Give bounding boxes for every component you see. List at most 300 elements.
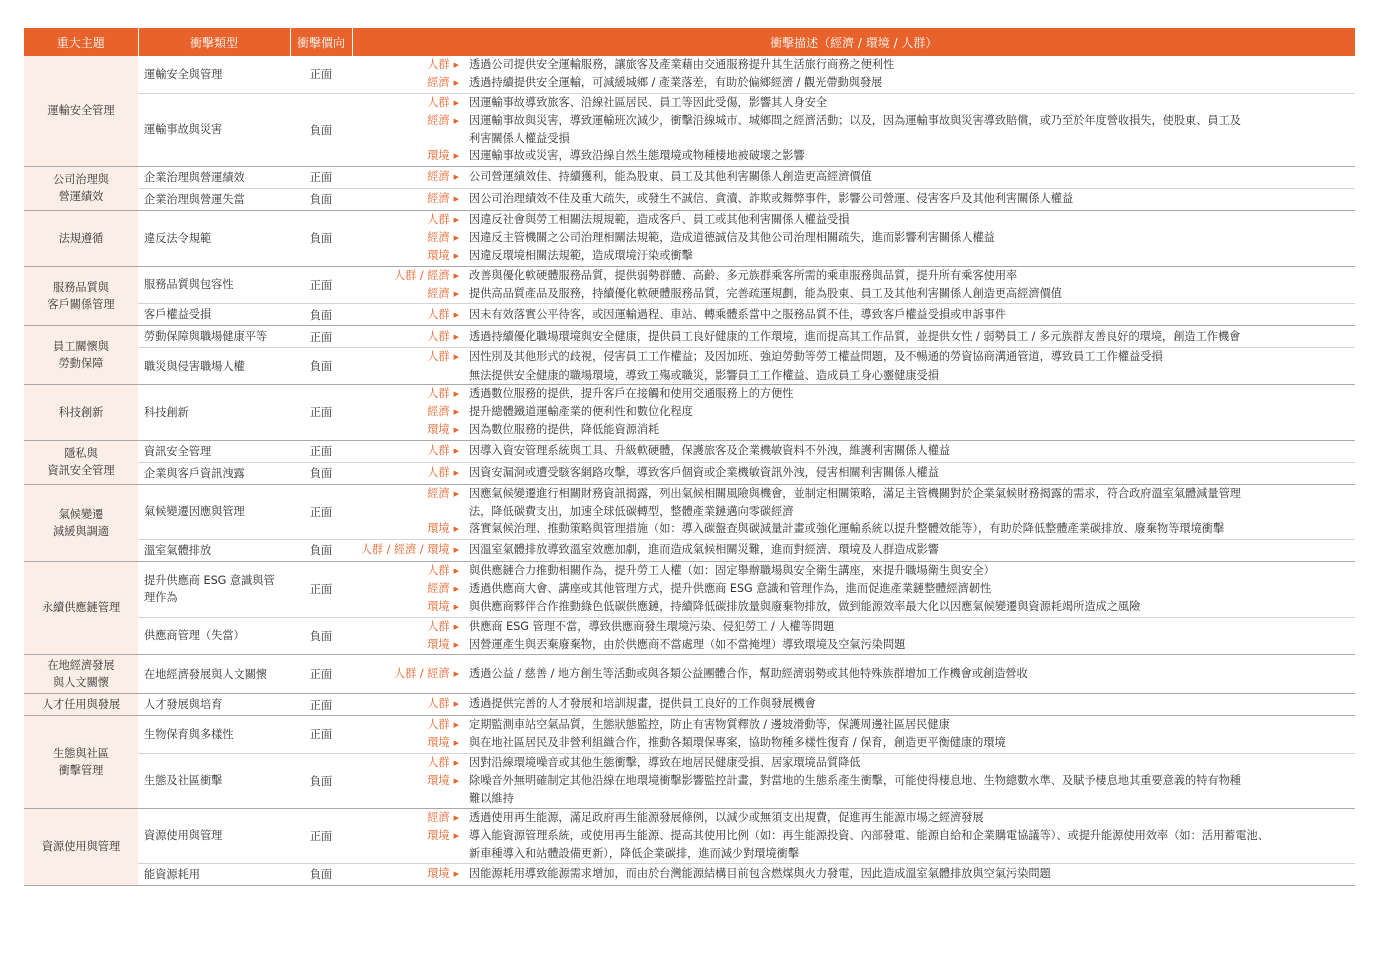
triangle-right-icon: ▶ bbox=[453, 271, 459, 280]
stakeholder-tag bbox=[352, 754, 469, 772]
stakeholder-tag bbox=[352, 827, 469, 845]
description-line bbox=[352, 94, 1355, 112]
header-description: 衝擊描述（經濟 / 環境 / 人群） bbox=[352, 28, 1355, 56]
table-row bbox=[24, 462, 1355, 484]
description-text: 因違反主管機關之公司治理相關法規範，造成道德誠信及其他公司治理相關疏失，進而影響利害關係人權益 bbox=[469, 231, 995, 245]
table-row bbox=[24, 384, 1355, 440]
impact-type-text: 理作為 bbox=[144, 591, 178, 605]
impact-type-text: 能資源耗用 bbox=[144, 867, 200, 881]
topic-cell bbox=[24, 716, 138, 808]
description-text: 因營運產生與丟棄廢棄物，由於供應商不當處理（如不當掩埋）導致環境及空氣污染問題 bbox=[469, 637, 906, 651]
table-row bbox=[24, 655, 1355, 694]
stakeholder-label: 環境 bbox=[427, 866, 450, 880]
description-line bbox=[352, 190, 1355, 208]
impact-direction: 正面 bbox=[290, 808, 352, 863]
description-line bbox=[352, 772, 1355, 790]
description-text: 公司營運績效佳、持續獲利，能為股東、員工及其他利害關係人創造更高經濟價值 bbox=[469, 170, 872, 184]
impact-type-text: 勞動保障與職場健康平等 bbox=[144, 330, 268, 344]
triangle-right-icon: ▶ bbox=[453, 195, 459, 204]
table-row bbox=[24, 484, 1355, 539]
topic-text: 公司治理與 bbox=[53, 173, 109, 187]
impact-direction: 負面 bbox=[290, 304, 352, 326]
triangle-right-icon: ▶ bbox=[453, 669, 459, 678]
impact-type-text: 運輸事故與災害 bbox=[144, 123, 223, 137]
description-text: 因公司治理績效不佳及重大疏失，或發生不誠信、貪瀆、詐欺或舞弊事件，影響公司營運、侵害客戶及其他利害關係人權益 bbox=[469, 192, 1074, 206]
topic-text: 人才任用與發展 bbox=[41, 698, 121, 712]
description-line bbox=[352, 618, 1355, 636]
impact-table-container bbox=[24, 28, 1355, 886]
table-row bbox=[24, 561, 1355, 617]
stakeholder-tag bbox=[352, 74, 469, 92]
topic-text: 氣候變遷 bbox=[58, 507, 104, 521]
impact-type-text: 企業治理與營運失當 bbox=[144, 192, 245, 206]
description-line bbox=[352, 827, 1355, 845]
table-row bbox=[24, 166, 1355, 188]
triangle-right-icon: ▶ bbox=[453, 447, 459, 456]
impact-type-cell bbox=[138, 266, 290, 304]
description-text: 落實氣候治理、推動策略與管理措施（如：導入碳盤查與碳減量計畫或強化運輸系統以提升整體效能等），有助於降低整體產業碳排放、廢棄物等環境衝擊 bbox=[469, 522, 1225, 536]
description-line bbox=[352, 598, 1355, 616]
impact-direction: 負面 bbox=[290, 348, 352, 385]
triangle-right-icon: ▶ bbox=[453, 61, 459, 69]
stakeholder-label: 環境 bbox=[427, 736, 450, 750]
impact-description-cell bbox=[352, 539, 1355, 561]
impact-direction: 負面 bbox=[290, 863, 352, 885]
impact-direction: 負面 bbox=[290, 93, 352, 166]
description-text: 因資安漏洞或遭受駭客網路攻擊，導致客戶個資或企業機敏資訊外洩，侵害相關利害關係人權益 bbox=[469, 466, 939, 480]
description-line bbox=[352, 421, 1355, 439]
stakeholder-tag bbox=[352, 503, 469, 520]
triangle-right-icon: ▶ bbox=[453, 831, 459, 840]
description-text: 因未有效落實公平待客，或因運輸過程、車站、轉乘體系當中之服務品質不佳，導致客戶權益受損或申訴事件 bbox=[469, 307, 1007, 321]
impact-type-text: 資源使用與管理 bbox=[144, 829, 223, 843]
table-row bbox=[24, 56, 1355, 93]
impact-direction: 負面 bbox=[290, 210, 352, 266]
description-line bbox=[352, 636, 1355, 654]
triangle-right-icon: ▶ bbox=[453, 289, 459, 298]
description-text: 透過持續提供安全運輸，可減緩城鄉 / 產業落差，有助於偏鄉經濟 / 觀光帶動與發展 bbox=[469, 76, 883, 90]
stakeholder-tag bbox=[352, 403, 469, 421]
impact-direction: 負面 bbox=[290, 753, 352, 808]
description-text: 無法提供安全健康的職場環境，導致工殤或職災，影響員工工作權益、造成員工身心靈健康受損 bbox=[469, 368, 939, 382]
stakeholder-tag bbox=[352, 665, 469, 683]
stakeholder-tag bbox=[352, 385, 469, 403]
impact-description-cell bbox=[352, 808, 1355, 863]
topic-text: 減緩與調適 bbox=[53, 524, 109, 538]
description-text: 因運輸事故或災害，導致沿線自然生態環境或物種棲地被破壞之影響 bbox=[469, 149, 805, 163]
table-row bbox=[24, 808, 1355, 863]
impact-description-cell bbox=[352, 561, 1355, 617]
impact-description-cell bbox=[352, 326, 1355, 348]
stakeholder-label: 人群 bbox=[427, 350, 450, 364]
impact-type-cell bbox=[138, 188, 290, 210]
topic-cell bbox=[24, 56, 138, 166]
impact-type-cell bbox=[138, 384, 290, 440]
stakeholder-tag bbox=[352, 772, 469, 790]
impact-type-text: 企業治理與營運績效 bbox=[144, 170, 245, 184]
description-line bbox=[352, 247, 1355, 265]
stakeholder-label: 環境 bbox=[427, 249, 450, 263]
topic-text: 服務品質與 bbox=[53, 280, 109, 294]
description-line bbox=[352, 112, 1355, 130]
description-line bbox=[352, 695, 1355, 713]
impact-description-cell bbox=[352, 210, 1355, 266]
impact-type-cell bbox=[138, 56, 290, 93]
stakeholder-label: 人群 bbox=[427, 697, 450, 711]
topic-cell bbox=[24, 655, 138, 694]
description-text: 因為數位服務的提供，降低能資源消耗 bbox=[469, 423, 660, 437]
description-text: 供應商 ESG 管理不當，導致供應商發生環境污染、侵犯勞工 / 人權等問題 bbox=[469, 619, 835, 633]
stakeholder-tag bbox=[352, 520, 469, 538]
description-text: 透過數位服務的提供，提升客戶在接觸和使用交通服務上的方便性 bbox=[469, 386, 794, 400]
impact-type-text: 供應商管理（失當） bbox=[144, 629, 245, 643]
topic-cell bbox=[24, 808, 138, 885]
impact-type-cell bbox=[138, 863, 290, 885]
description-text: 與在地社區居民及非營利組織合作，推動各類環保專案，協助物種多樣性復育 / 保育，創造更平衡健康的環境 bbox=[469, 736, 1006, 750]
triangle-right-icon: ▶ bbox=[453, 721, 459, 730]
impact-direction: 負面 bbox=[290, 617, 352, 655]
description-line bbox=[352, 348, 1355, 366]
description-text: 與供應商夥伴合作推動綠色低碳供應鏈，持續降低碳排放量與廢棄物排放，做到能源效率最大化以因應氣候變遷與資源耗竭所造成之風險 bbox=[469, 600, 1141, 614]
stakeholder-label: 人群 bbox=[427, 466, 450, 480]
stakeholder-tag bbox=[352, 636, 469, 654]
triangle-right-icon: ▶ bbox=[453, 310, 459, 319]
impact-description-cell bbox=[352, 617, 1355, 655]
description-text: 提升總體鐵道運輸產業的便利性和數位化程度 bbox=[469, 405, 693, 419]
stakeholder-label: 人群 bbox=[427, 718, 450, 732]
description-line bbox=[352, 367, 1355, 384]
stakeholder-label: 經濟 bbox=[427, 113, 450, 127]
stakeholder-label: 環境 bbox=[427, 774, 450, 788]
impact-description-cell bbox=[352, 56, 1355, 93]
description-text: 定期監測車站空氣品質，生態狀態監控，防止有害物質釋放 / 邊坡滑動等，保護周邊社區居民健康 bbox=[469, 718, 950, 732]
impact-type-text: 資訊安全管理 bbox=[144, 444, 212, 458]
description-line bbox=[352, 734, 1355, 752]
table-row bbox=[24, 753, 1355, 808]
triangle-right-icon: ▶ bbox=[453, 739, 459, 748]
impact-type-text: 企業與客戶資訊洩露 bbox=[144, 466, 245, 480]
impact-direction: 正面 bbox=[290, 384, 352, 440]
triangle-right-icon: ▶ bbox=[453, 98, 459, 107]
description-line bbox=[352, 464, 1355, 482]
description-text: 因運輸事故導致旅客、沿線社區居民、員工等因此受傷，影響其人身安全 bbox=[469, 95, 828, 109]
triangle-right-icon: ▶ bbox=[453, 545, 459, 554]
impact-type-cell bbox=[138, 166, 290, 188]
description-text: 因溫室氣體排放導致溫室效應加劇，進而造成氣候相關災難，進而對經濟、環境及人群造成影響 bbox=[469, 542, 939, 556]
table-row bbox=[24, 440, 1355, 462]
triangle-right-icon: ▶ bbox=[453, 640, 459, 649]
description-text: 透過提供完善的人才發展和培訓規畫，提供員工良好的工作與發展機會 bbox=[469, 697, 816, 711]
topic-text: 客戶關係管理 bbox=[47, 297, 115, 311]
stakeholder-label: 人群 bbox=[427, 212, 450, 226]
stakeholder-tag bbox=[352, 562, 469, 580]
triangle-right-icon: ▶ bbox=[453, 426, 459, 435]
impact-description-cell bbox=[352, 166, 1355, 188]
triangle-right-icon: ▶ bbox=[453, 584, 459, 593]
impact-description-cell bbox=[352, 348, 1355, 385]
impact-description-cell bbox=[352, 753, 1355, 808]
stakeholder-label: 經濟 bbox=[427, 231, 450, 245]
impact-direction: 正面 bbox=[290, 655, 352, 694]
stakeholder-label: 人群 bbox=[427, 755, 450, 769]
topic-cell bbox=[24, 694, 138, 716]
impact-type-cell bbox=[138, 93, 290, 166]
description-text: 因運輸事故與災害，導致運輸班次減少，衝擊沿線城市、城鄉間之經濟活動；以及，因為運輸事故與災害導致賠償，或乃至於年度營收損失，使股東、員工及 bbox=[469, 113, 1241, 127]
stakeholder-label: 環境 bbox=[427, 828, 450, 842]
description-line bbox=[352, 74, 1355, 92]
table-row bbox=[24, 93, 1355, 166]
stakeholder-tag bbox=[352, 229, 469, 247]
impact-type-text: 科技創新 bbox=[144, 405, 189, 419]
topic-text: 營運績效 bbox=[58, 190, 104, 204]
impact-type-text: 服務品質與包容性 bbox=[144, 278, 234, 292]
impact-type-cell bbox=[138, 462, 290, 484]
header-type: 衝擊類型 bbox=[138, 28, 290, 56]
description-text: 透過使用再生能源，滿足政府再生能源發展條例，以減少或無須支出規費，促進再生能源市場之經濟發展 bbox=[469, 810, 984, 824]
stakeholder-tag bbox=[352, 306, 469, 324]
triangle-right-icon: ▶ bbox=[453, 622, 459, 631]
description-line bbox=[352, 485, 1355, 503]
impact-direction: 正面 bbox=[290, 694, 352, 716]
stakeholder-tag bbox=[352, 695, 469, 713]
triangle-right-icon: ▶ bbox=[453, 469, 459, 478]
triangle-right-icon: ▶ bbox=[453, 79, 459, 88]
stakeholder-tag bbox=[352, 56, 469, 74]
impact-type-text: 人才發展與培育 bbox=[144, 698, 223, 712]
topic-cell bbox=[24, 166, 138, 210]
stakeholder-tag bbox=[352, 211, 469, 229]
stakeholder-tag bbox=[352, 267, 469, 285]
triangle-right-icon: ▶ bbox=[453, 489, 459, 498]
impact-direction: 正面 bbox=[290, 716, 352, 754]
description-text: 因性別及其他形式的歧視，侵害員工工作權益；及因加班、強迫勞動等勞工權益問題，及不暢通的勞資協商溝通管道，導致員工工作權益受損 bbox=[469, 350, 1163, 364]
description-text: 利害關係人權益受損 bbox=[469, 132, 570, 146]
impact-description-cell bbox=[352, 304, 1355, 326]
impact-type-cell bbox=[138, 210, 290, 266]
topic-cell bbox=[24, 384, 138, 440]
description-line bbox=[352, 168, 1355, 186]
description-line bbox=[352, 442, 1355, 460]
description-text: 與供應鏈合力推動相關作為，提升勞工人權（如：固定舉辦職場與安全衛生講座，來提升職場衛生與安全） bbox=[469, 563, 995, 577]
topic-text: 運輸安全管理 bbox=[47, 104, 115, 118]
impact-type-text: 溫室氣體排放 bbox=[144, 543, 212, 557]
impact-direction: 負面 bbox=[290, 462, 352, 484]
triangle-right-icon: ▶ bbox=[453, 777, 459, 786]
table-row bbox=[24, 266, 1355, 304]
description-text: 透過持續優化職場環境與安全健康，提供員工良好健康的工作環境，進而提高其工作品質，並提供女性 / 弱勢員工 / 多元族群友善良好的環境，創造工作機會 bbox=[469, 329, 1241, 343]
stakeholder-tag bbox=[352, 328, 469, 346]
description-line bbox=[352, 306, 1355, 324]
stakeholder-tag bbox=[352, 168, 469, 186]
stakeholder-label: 環境 bbox=[427, 637, 450, 651]
description-line bbox=[352, 541, 1355, 559]
topic-cell bbox=[24, 561, 138, 654]
triangle-right-icon: ▶ bbox=[453, 215, 459, 224]
table-row bbox=[24, 304, 1355, 326]
description-text: 因能源耗用導致能源需求增加，而由於台灣能源結構目前包含燃煤與火力發電，因此造成溫室氣體排放與空氣污染問題 bbox=[469, 866, 1051, 880]
stakeholder-tag bbox=[352, 285, 469, 303]
triangle-right-icon: ▶ bbox=[453, 700, 459, 709]
stakeholder-tag bbox=[352, 147, 469, 165]
table-body bbox=[24, 56, 1355, 885]
impact-direction: 正面 bbox=[290, 561, 352, 617]
topic-text: 在地經濟發展 bbox=[47, 659, 115, 673]
stakeholder-label: 人群 / 經濟 bbox=[393, 268, 450, 282]
impact-description-cell bbox=[352, 93, 1355, 166]
stakeholder-tag bbox=[352, 442, 469, 460]
impact-type-cell bbox=[138, 753, 290, 808]
table-row bbox=[24, 326, 1355, 348]
triangle-right-icon: ▶ bbox=[453, 869, 459, 878]
stakeholder-tag bbox=[352, 348, 469, 366]
description-line bbox=[352, 845, 1355, 862]
triangle-right-icon: ▶ bbox=[453, 408, 459, 417]
impact-type-text: 違反法令規範 bbox=[144, 231, 212, 245]
stakeholder-tag bbox=[352, 618, 469, 636]
stakeholder-label: 環境 bbox=[427, 423, 450, 437]
impact-description-cell bbox=[352, 863, 1355, 885]
description-line bbox=[352, 665, 1355, 683]
stakeholder-tag bbox=[352, 247, 469, 265]
header-direction: 衝擊價向 bbox=[290, 28, 352, 56]
stakeholder-label: 人群 bbox=[427, 386, 450, 400]
table-header bbox=[24, 28, 1355, 56]
table-row bbox=[24, 188, 1355, 210]
stakeholder-label: 經濟 bbox=[427, 486, 450, 500]
triangle-right-icon: ▶ bbox=[453, 332, 459, 341]
triangle-right-icon: ▶ bbox=[453, 353, 459, 362]
impact-description-cell bbox=[352, 384, 1355, 440]
stakeholder-label: 經濟 bbox=[427, 581, 450, 595]
impact-type-cell bbox=[138, 440, 290, 462]
description-line bbox=[352, 130, 1355, 147]
description-line bbox=[352, 385, 1355, 403]
topic-text: 資源使用與管理 bbox=[41, 840, 121, 854]
stakeholder-tag bbox=[352, 130, 469, 147]
stakeholder-label: 經濟 bbox=[427, 405, 450, 419]
header-topic: 重大主題 bbox=[24, 28, 138, 56]
impact-direction: 負面 bbox=[290, 539, 352, 561]
description-text: 改善與優化軟硬體服務品質，提供弱勢群體、高齡、多元族群乘客所需的乘車服務與品質，提升所有乘客使用率 bbox=[469, 268, 1018, 282]
description-line bbox=[352, 229, 1355, 247]
stakeholder-label: 環境 bbox=[427, 600, 450, 614]
stakeholder-tag bbox=[352, 716, 469, 734]
description-text: 因違反環境相關法規範，造成環境汙染或衝擊 bbox=[469, 249, 693, 263]
impact-type-cell bbox=[138, 694, 290, 716]
stakeholder-tag bbox=[352, 845, 469, 862]
description-text: 導入能資源管理系統，或使用再生能源、提高其使用比例（如：再生能源投資、內部發電、能源自給和企業購電協議等）、或提升能源使用效率（如：活用蓄電池、 bbox=[469, 828, 1269, 842]
description-line bbox=[352, 56, 1355, 74]
table-row bbox=[24, 863, 1355, 885]
triangle-right-icon: ▶ bbox=[453, 234, 459, 243]
impact-type-cell bbox=[138, 716, 290, 754]
description-line bbox=[352, 716, 1355, 734]
description-text: 難以維持 bbox=[469, 792, 514, 806]
description-line bbox=[352, 562, 1355, 580]
table-row bbox=[24, 348, 1355, 385]
description-text: 新車種導入和站體設備更新），降低企業碳排，進而減少對環境衝擊 bbox=[469, 847, 800, 861]
stakeholder-tag bbox=[352, 367, 469, 384]
table-row bbox=[24, 210, 1355, 266]
topic-text: 科技創新 bbox=[58, 405, 104, 419]
triangle-right-icon: ▶ bbox=[453, 603, 459, 612]
triangle-right-icon: ▶ bbox=[453, 389, 459, 398]
topic-text: 衝擊管理 bbox=[58, 763, 104, 777]
description-text: 透過供應商大會、講座或其他管理方式，提升供應商 ESG 意識和管理作為，進而促進產業鏈整體經濟韌性 bbox=[469, 581, 992, 595]
stakeholder-label: 人群 / 經濟 bbox=[393, 666, 450, 680]
impact-direction: 負面 bbox=[290, 188, 352, 210]
stakeholder-label: 經濟 bbox=[427, 76, 450, 90]
stakeholder-label: 人群 bbox=[427, 58, 450, 71]
description-text: 除噪音外無明確制定其他沿線在地環境衝擊影響監控計畫，對當地的生態系產生衝擊，可能使得棲息地、生物總數水準、及賦予棲息地其重要意義的特有物種 bbox=[469, 774, 1241, 788]
description-text: 因對沿線環境噪音或其他生態衝擊，導致在地居民健康受損、居家環境品質降低 bbox=[469, 755, 861, 769]
description-line bbox=[352, 267, 1355, 285]
description-line bbox=[352, 580, 1355, 598]
stakeholder-tag bbox=[352, 580, 469, 598]
description-text: 透過公司提供安全運輸服務，讓旅客及產業藉由交通服務提升其生活旅行商務之便利性 bbox=[469, 58, 895, 71]
impact-type-cell bbox=[138, 561, 290, 617]
triangle-right-icon: ▶ bbox=[453, 252, 459, 261]
stakeholder-label: 經濟 bbox=[427, 810, 450, 824]
impact-direction: 正面 bbox=[290, 440, 352, 462]
impact-type-text: 運輸安全與管理 bbox=[144, 67, 223, 81]
stakeholder-tag bbox=[352, 598, 469, 616]
description-line bbox=[352, 147, 1355, 165]
topic-text: 員工關懷與 bbox=[53, 340, 109, 354]
description-line bbox=[352, 520, 1355, 538]
topic-text: 資訊安全管理 bbox=[47, 464, 115, 478]
description-line bbox=[352, 865, 1355, 883]
impact-type-cell bbox=[138, 348, 290, 385]
table-row bbox=[24, 716, 1355, 754]
description-text: 因應氣候變遷進行相關財務資訊揭露，列出氣候相關風險與機會，並制定相關策略，滿足主管機關對於企業氣候財務揭露的需求，符合政府溫室氣體減量管理 bbox=[469, 486, 1241, 500]
triangle-right-icon: ▶ bbox=[453, 758, 459, 767]
topic-text: 勞動保障 bbox=[58, 357, 104, 371]
impact-description-cell bbox=[352, 462, 1355, 484]
impact-type-text: 客戶權益受損 bbox=[144, 308, 212, 322]
description-line bbox=[352, 328, 1355, 346]
stakeholder-tag bbox=[352, 112, 469, 130]
triangle-right-icon: ▶ bbox=[453, 173, 459, 182]
description-text: 因違反社會與勞工相關法規規範，造成客戶、員工或其他利害關係人權益受損 bbox=[469, 212, 850, 226]
description-line bbox=[352, 285, 1355, 303]
stakeholder-label: 人群 bbox=[427, 563, 450, 577]
stakeholder-tag bbox=[352, 485, 469, 503]
description-line bbox=[352, 790, 1355, 807]
impact-type-cell bbox=[138, 655, 290, 694]
triangle-right-icon: ▶ bbox=[453, 152, 459, 161]
description-line bbox=[352, 403, 1355, 421]
impact-type-cell bbox=[138, 326, 290, 348]
description-line bbox=[352, 754, 1355, 772]
stakeholder-label: 經濟 bbox=[427, 286, 450, 300]
stakeholder-label: 人群 / 經濟 / 環境 bbox=[360, 542, 450, 556]
impact-description-cell bbox=[352, 484, 1355, 539]
topic-cell bbox=[24, 440, 138, 484]
description-line bbox=[352, 809, 1355, 827]
description-line bbox=[352, 211, 1355, 229]
stakeholder-label: 人群 bbox=[427, 444, 450, 458]
impact-description-cell bbox=[352, 716, 1355, 754]
impact-type-cell bbox=[138, 808, 290, 863]
impact-direction: 正面 bbox=[290, 326, 352, 348]
impact-table bbox=[24, 28, 1355, 886]
topic-text: 隱私與 bbox=[64, 447, 98, 461]
impact-description-cell bbox=[352, 266, 1355, 304]
stakeholder-tag bbox=[352, 809, 469, 827]
stakeholder-tag bbox=[352, 790, 469, 807]
topic-cell bbox=[24, 326, 138, 385]
